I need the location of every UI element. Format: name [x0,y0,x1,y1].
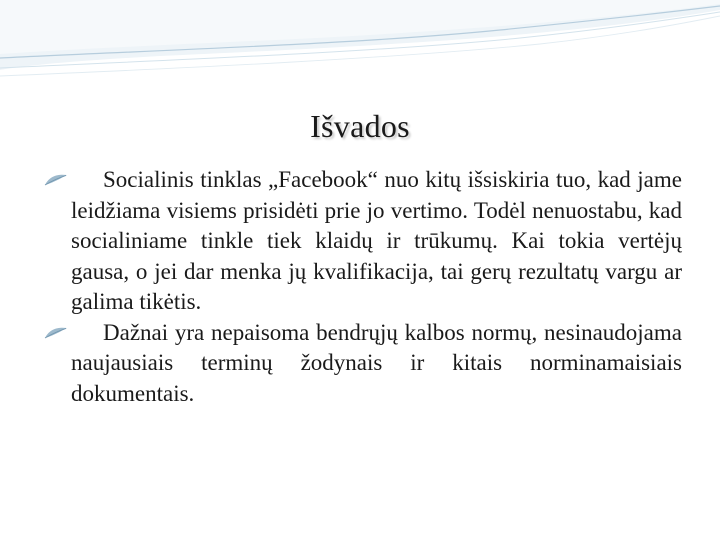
leaf-bullet-icon [44,173,68,187]
bullet-item-2 [44,318,682,410]
slide-body [44,165,682,409]
bullet-item-1 [44,165,682,318]
bullet-text-1: Socialinis tinklas „Facebook“ nuo kitų išsiskiria tuo, kad jame leidžiama visiems prisidėti prie jo vertimo. Todėl nenuostabu, kad socialiniame tinkle tiek klaidų ir trūkumų. Kai tokia vertėjų gausa, o jei dar menka jų kvalifikacija, tai gerų rezultatų vargu ar galima tikėtis. [71,167,682,314]
slide-title: Išvados [310,108,410,144]
bullet-text-2: Dažnai yra nepaisoma bendrųjų kalbos normų, nesinaudojama naujausiais terminų žodynais ir kitais norminamaisiais dokumentais. [71,319,682,406]
leaf-bullet-icon [44,326,68,340]
header-wave-decoration [0,0,720,90]
